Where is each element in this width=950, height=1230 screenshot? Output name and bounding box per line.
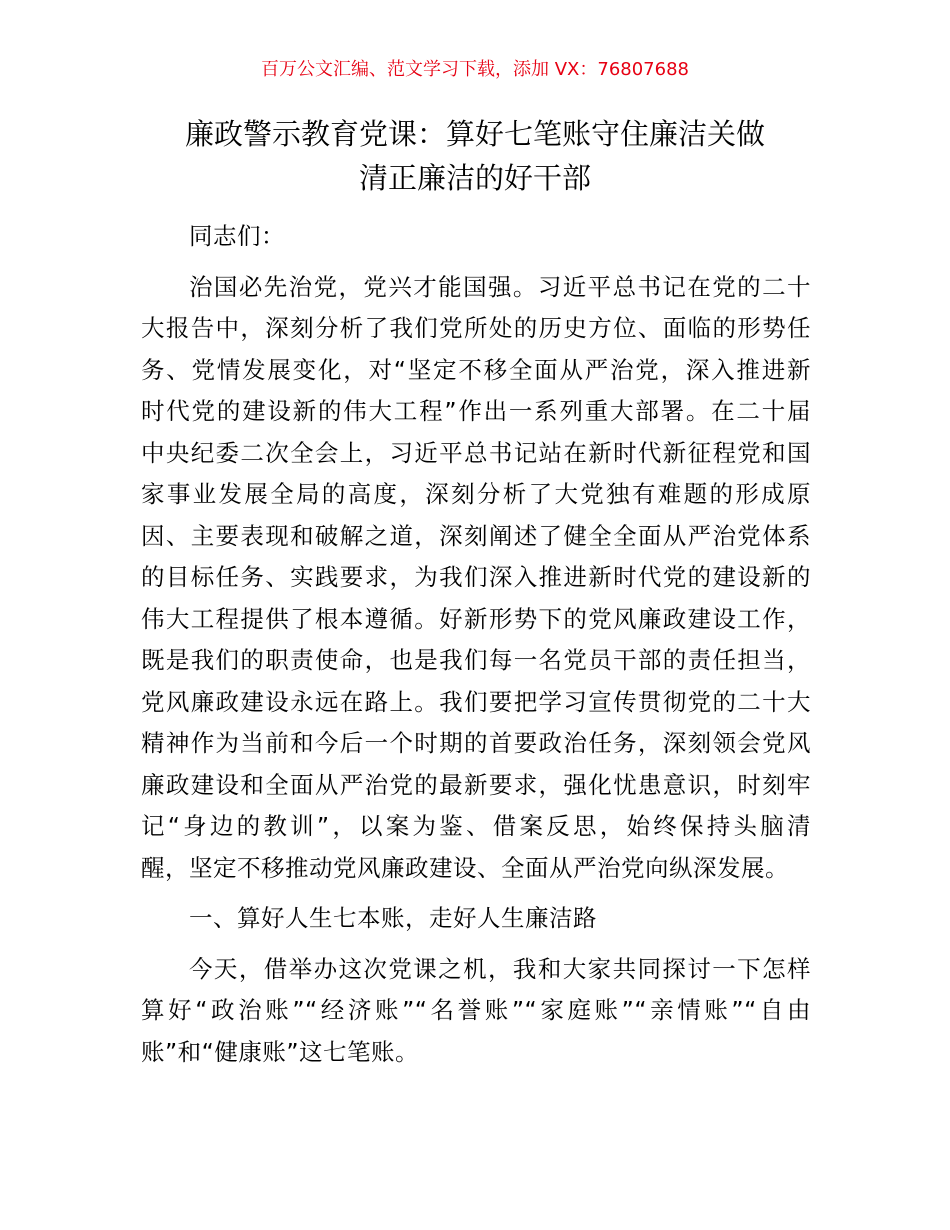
document-body bbox=[141, 216, 811, 1073]
document-title-line-1: 廉政警示教育党课：算好七笔账守住廉洁关做 bbox=[184, 117, 765, 151]
text-line: 记“身边的教训”，以案为鉴、借案反思，始终保持头脑清 bbox=[141, 812, 811, 840]
salutation-paragraph bbox=[141, 216, 811, 258]
salutation: 同志们： bbox=[189, 222, 285, 250]
text-line: 大报告中，深刻分析了我们党所处的历史方位、面临的形势任 bbox=[141, 314, 811, 342]
text-line: 今天，借举办这次党课之机，我和大家共同探讨一下怎样 bbox=[189, 954, 811, 983]
text-line: 醒，坚定不移推动党风廉政建设、全面从严治党向纵深发展。 bbox=[141, 853, 789, 882]
text-line: 账”和“健康账”这七笔账。 bbox=[141, 1037, 420, 1066]
text-line: 中央纪委二次全会上，习近平总书记站在新时代新征程党和国 bbox=[141, 438, 811, 467]
text-line: 廉政建设和全面从严治党的最新要求，强化忧患意识，时刻牢 bbox=[141, 770, 811, 799]
document-title-line-2: 清正廉洁的好干部 bbox=[358, 161, 591, 195]
text-line: 党风廉政建设永远在路上。我们要把学习宣传贯彻党的二十大 bbox=[141, 687, 811, 716]
text-line: 精神作为当前和今后一个时期的首要政治任务，深刻领会党风 bbox=[141, 729, 811, 757]
download-banner: 百万公文汇编、范文学习下载，添加 VX：76807688 bbox=[261, 59, 689, 80]
text-line: 因、主要表现和破解之道，深刻阐述了健全全面从严治党体系 bbox=[141, 521, 811, 550]
text-line: 家事业发展全局的高度，深刻分析了大党独有难题的形成原 bbox=[141, 480, 811, 508]
document-title bbox=[140, 112, 810, 200]
text-line: 治国必先治党，党兴才能国强。习近平总书记在党的二十 bbox=[189, 272, 811, 301]
text-line: 既是我们的职责使命，也是我们每一名党员干部的责任担当， bbox=[141, 646, 811, 674]
text-line: 伟大工程提供了根本遵循。好新形势下的党风廉政建设工作， bbox=[141, 604, 811, 633]
text-line: 时代党的建设新的伟大工程”作出一系列重大部署。在二十届 bbox=[141, 397, 811, 425]
text-line: 算好“政治账”“经济账”“名誉账”“家庭账”“亲情账”“自由 bbox=[141, 996, 811, 1024]
section-intro-paragraph bbox=[141, 949, 811, 1074]
text-line: 务、党情发展变化，对“坚定不移全面从严治党，深入推进新 bbox=[141, 355, 811, 384]
section-heading: 一、算好人生七本账，走好人生廉洁路 bbox=[189, 904, 597, 932]
text-line: 的目标任务、实践要求，为我们深入推进新时代党的建设新的 bbox=[141, 563, 811, 591]
intro-paragraph bbox=[141, 267, 811, 890]
section-heading-paragraph bbox=[141, 898, 811, 940]
